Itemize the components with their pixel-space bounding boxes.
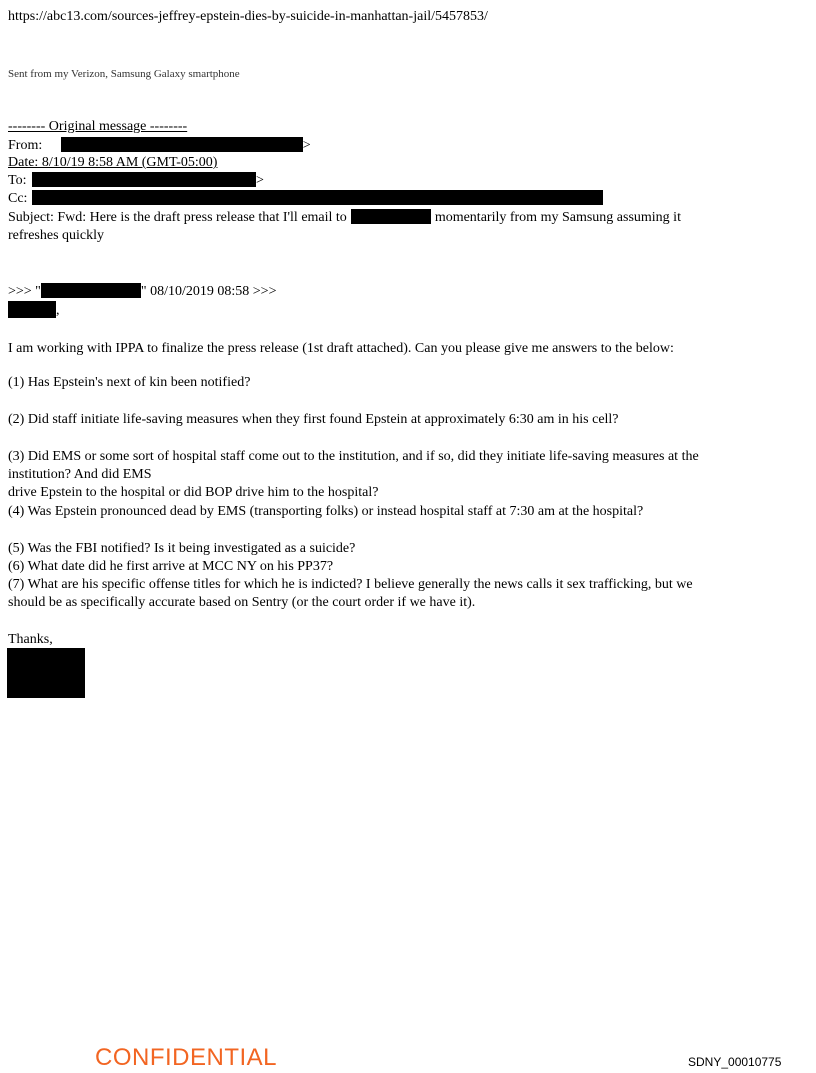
question-5: (5) Was the FBI notified? Is it being investigated as a suicide? [8,541,356,556]
sent-from-signature: Sent from my Verizon, Samsung Galaxy smartphone [8,68,240,80]
redacted-to-address [32,172,256,187]
forward-prefix: >>> " [8,284,41,299]
question-7-line-1: (7) What are his specific offense titles for which he is indicted? I believe generally the news calls it sex trafficking, but we [8,577,693,592]
greeting-comma: , [56,303,60,318]
to-label: To: [8,173,27,188]
subject-text-continued: momentarily from my Samsung assuming it [434,210,681,225]
question-3-line-1: (3) Did EMS or some sort of hospital staff come out to the institution, and if so, did they initiate life-saving measures at the [8,449,699,464]
subject-text: Subject: Fwd: Here is the draft press release that I'll email to [8,210,347,225]
question-7-line-2: should be as specifically accurate based on Sentry (or the court order if we have it). [8,595,476,610]
cc-line [8,190,603,207]
date-line: Date: 8/10/19 8:58 AM (GMT-05:00) [8,155,218,170]
redacted-sender-name [41,283,141,298]
confidential-stamp: CONFIDENTIAL [95,1044,278,1071]
redacted-recipient [351,209,431,224]
question-2: (2) Did staff initiate life-saving measures when they first found Epstein at approximately 6:30 am in his cell? [8,412,619,427]
original-message-divider: -------- Original message -------- [8,119,188,134]
cc-label: Cc: [8,191,28,206]
redacted-signature [7,648,85,698]
question-4: (4) Was Epstein pronounced dead by EMS (transporting folks) or instead hospital staff at 7:30 am at the hospital? [8,504,644,519]
forward-suffix: " 08/10/2019 08:58 >>> [140,284,277,299]
body-intro: I am working with IPPA to finalize the press release (1st draft attached). Can you please give me answers to the below: [8,341,674,356]
from-line [8,137,311,154]
redacted-cc-addresses [32,190,603,205]
from-suffix: > [302,138,311,153]
question-3-line-3: drive Epstein to the hospital or did BOP drive him to the hospital? [8,485,379,500]
question-3-line-2: institution? And did EMS [8,467,152,482]
redacted-greeting-name [8,301,56,318]
question-1: (1) Has Epstein's next of kin been notified? [8,375,251,390]
to-suffix: > [255,173,264,188]
forward-header [8,283,276,300]
subject-line [8,209,681,226]
redacted-from-address [61,137,303,152]
subject-line-wrap: refreshes quickly [8,228,105,243]
bates-number: SDNY_00010775 [688,1055,782,1069]
article-link[interactable]: https://abc13.com/sources-jeffrey-epstein-dies-by-suicide-in-manhattan-jail/5457853/ [8,9,488,24]
from-label: From: [8,138,43,153]
closing-thanks: Thanks, [8,632,53,647]
question-6: (6) What date did he first arrive at MCC NY on his PP37? [8,559,334,574]
to-line [8,172,264,189]
